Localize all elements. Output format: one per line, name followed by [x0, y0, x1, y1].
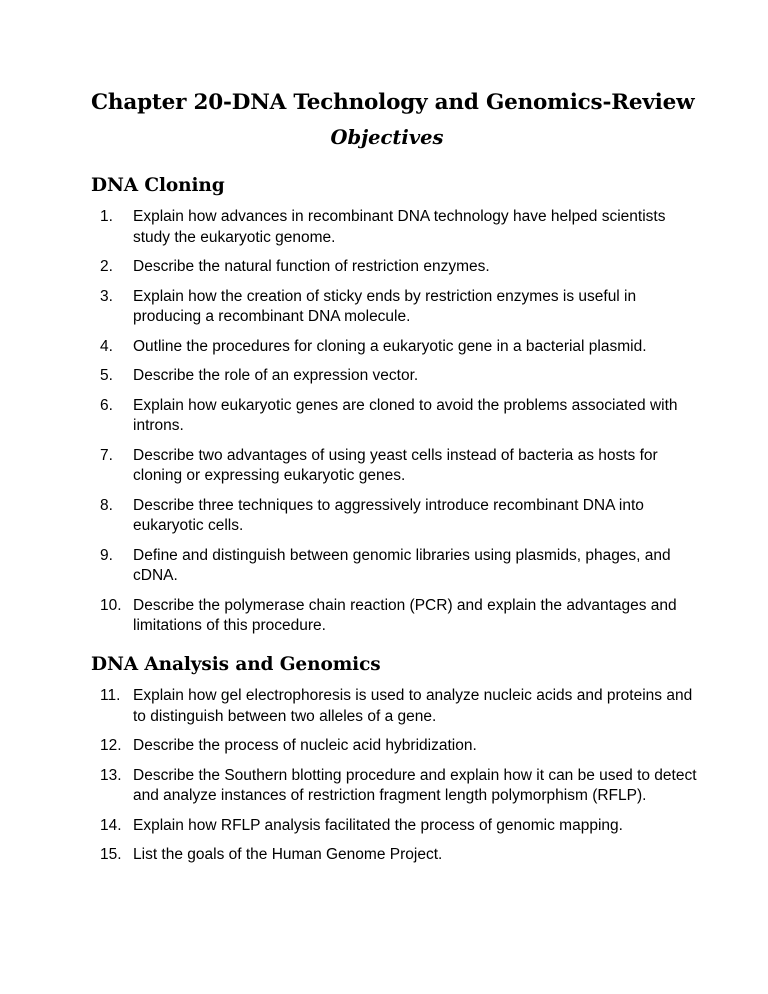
item-text: Describe the polymerase chain reaction (PCR) and explain the advantages and limitations of this procedure.: [133, 596, 677, 634]
section-heading-dna-analysis: DNA Analysis and Genomics: [91, 654, 381, 675]
item-text: Explain how eukaryotic genes are cloned to avoid the problems associated with introns.: [133, 396, 678, 434]
list-item: [100, 446, 700, 487]
item-number: 4.: [100, 337, 113, 355]
item-text: Describe the process of nucleic acid hybridization.: [133, 737, 477, 754]
list-item: [100, 766, 700, 807]
list-item: [100, 596, 700, 637]
list-item: [100, 816, 700, 837]
item-text: Describe the Southern blotting procedure and explain how it can be used to detect and analyze instances of restriction fragment length polymorphism (RFLP).: [133, 766, 697, 804]
item-text: Describe three techniques to aggressively introduce recombinant DNA into eukaryotic cells.: [133, 496, 644, 534]
item-text: Describe two advantages of using yeast cells instead of bacteria as hosts for cloning or expressing eukaryotic genes.: [133, 446, 658, 484]
item-number: 11.: [100, 687, 121, 704]
subtitle-text: Objectives: [330, 126, 444, 149]
list-item: [100, 257, 700, 278]
item-text: Explain how advances in recombinant DNA technology have helped scientists study the eukaryotic genome.: [133, 208, 666, 246]
item-number: 7.: [100, 446, 113, 464]
page-title: Chapter 20-DNA Technology and Genomics-Review: [91, 90, 695, 115]
item-text: Outline the procedures for cloning a eukaryotic gene in a bacterial plasmid.: [133, 337, 647, 355]
item-text: Describe the role of an expression vector.: [133, 367, 419, 384]
page-subtitle: [0, 126, 768, 149]
item-number: 9.: [100, 546, 113, 564]
list-item: [100, 287, 700, 328]
item-number: 12.: [100, 737, 122, 754]
item-number: 3.: [100, 287, 113, 305]
item-number: 10.: [100, 596, 122, 614]
list-item: [100, 686, 700, 727]
item-number: 1.: [100, 208, 113, 225]
list-item: [100, 366, 700, 387]
list-item: [100, 496, 700, 537]
item-number: 13.: [100, 766, 122, 784]
list-item: [100, 337, 700, 358]
item-number: 6.: [100, 396, 113, 414]
item-number: 8.: [100, 496, 113, 514]
item-number: 2.: [100, 258, 113, 275]
objectives-list-dna-analysis: [100, 686, 700, 875]
item-text: Explain how RFLP analysis facilitated the process of genomic mapping.: [133, 816, 623, 834]
objectives-list-dna-cloning: [100, 207, 700, 646]
section-heading-dna-cloning: DNA Cloning: [91, 175, 225, 196]
item-number: 14.: [100, 816, 122, 834]
item-text: Explain how gel electrophoresis is used to analyze nucleic acids and proteins and to distinguish between two alleles of a gene.: [133, 687, 693, 725]
list-item: [100, 396, 700, 437]
item-number: 15.: [100, 846, 122, 863]
item-text: Describe the natural function of restriction enzymes.: [133, 258, 490, 275]
list-item: [100, 207, 700, 248]
list-item: [100, 546, 700, 587]
list-item: [100, 845, 700, 866]
item-text: Define and distinguish between genomic libraries using plasmids, phages, and cDNA.: [133, 546, 671, 584]
item-text: List the goals of the Human Genome Project.: [133, 846, 443, 863]
item-text: Explain how the creation of sticky ends by restriction enzymes is useful in producing a recombinant DNA molecule.: [133, 287, 637, 325]
list-item: [100, 736, 700, 757]
item-number: 5.: [100, 367, 113, 384]
